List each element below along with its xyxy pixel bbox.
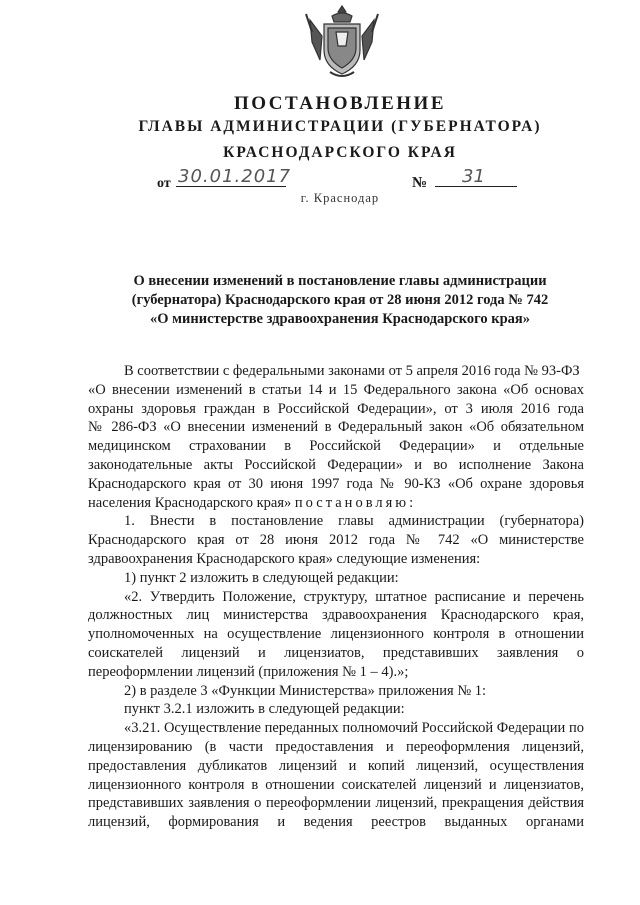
body-line: «2. Утвердить Положение, структуру, штатное расписание и перечень [124, 588, 584, 605]
document-body [88, 362, 584, 832]
body-line: № 286-ФЗ «О внесении изменений в Федеральный закон «Об обязательном [88, 419, 584, 436]
body-line: законодательные акты Российской Федерации» и во исполнение Закона [88, 456, 584, 473]
body-line: уполномоченных на осуществление лицензионного контроля в отношении [88, 626, 584, 643]
body-line: В соответствии с федеральными законами от 5 апреля 2016 года № 93-ФЗ [124, 363, 580, 379]
city-label: г. Краснодар [300, 191, 380, 205]
body-line: предоставления дубликатов лицензий и копий лицензий, осуществления [88, 757, 584, 774]
body-line: Краснодарского края от 30 июня 1997 года № 90-КЗ «Об охране здоровья [88, 475, 584, 492]
body-line: 1. Внести в постановление главы администрации (губернатора) [124, 513, 584, 530]
body-line [88, 494, 584, 513]
handwritten-date: 30.01.2017 [178, 166, 292, 187]
title-line: О внесении изменений в постановление главы администрации [133, 273, 547, 289]
issuer-heading: ГЛАВЫ АДМИНИСТРАЦИИ (ГУБЕРНАТОРА) [138, 118, 542, 135]
body-line: здравоохранения Краснодарского края» следующие изменения: [88, 550, 481, 567]
body-line: лицензионного контроля в отношении соискателей лицензий и лицензиатов, [88, 776, 584, 793]
date-label: от [157, 176, 171, 191]
handwritten-number: 31 [462, 166, 485, 187]
number-underline [435, 186, 517, 187]
body-line: пункт 3.2.1 изложить в следующей редакции: [124, 701, 405, 718]
resolution-word: постановляю: [294, 494, 417, 511]
date-underline [176, 186, 286, 187]
title-line: (губернатора) Краснодарского края от 28 июня 2012 года № 742 [131, 292, 549, 308]
body-line: лицензий, формирования и ведения реестров выданных органами [88, 814, 584, 831]
coat-of-arms-emblem [302, 2, 382, 82]
document-type-heading: ПОСТАНОВЛЕНИЕ [233, 93, 447, 114]
body-line: 2) в разделе 3 «Функции Министерства» приложения № 1: [124, 682, 487, 699]
number-label: № [412, 175, 428, 191]
title-line: «О министерстве здравоохранения Краснодарского края» [149, 311, 531, 327]
body-text: населения Краснодарского края» [88, 494, 292, 511]
body-line: должностных лиц министерства здравоохранения Краснодарского края, [88, 607, 584, 624]
body-line: «О внесении изменений в статьи 14 и 15 Федерального закона «Об основах [88, 381, 584, 398]
body-line: лицензированию (в части предоставления и переоформления лицензий, [88, 738, 584, 755]
body-line: «3.21. Осуществление переданных полномочий Российской Федерации по [124, 720, 584, 737]
document-title [100, 272, 580, 329]
body-line: Краснодарского края от 28 июня 2012 года № 742 «О министерстве [88, 532, 584, 549]
body-line: переоформлении лицензий (приложения № 1 – 4).»; [88, 663, 409, 680]
body-line: представивших заявления о переоформлении лицензий, прекращения действия [88, 795, 584, 812]
region-heading: КРАСНОДАРСКОГО КРАЯ [223, 144, 457, 161]
body-line: соискателей лицензий и лицензиатов, представивших заявления о [88, 644, 584, 661]
body-line: медицинском страховании в Российской Федерации» и отдельные [88, 438, 584, 455]
body-line: охраны здоровья граждан в Российской Федерации», от 3 июля 2016 года [88, 400, 584, 417]
body-line: 1) пункт 2 изложить в следующей редакции: [124, 569, 399, 586]
